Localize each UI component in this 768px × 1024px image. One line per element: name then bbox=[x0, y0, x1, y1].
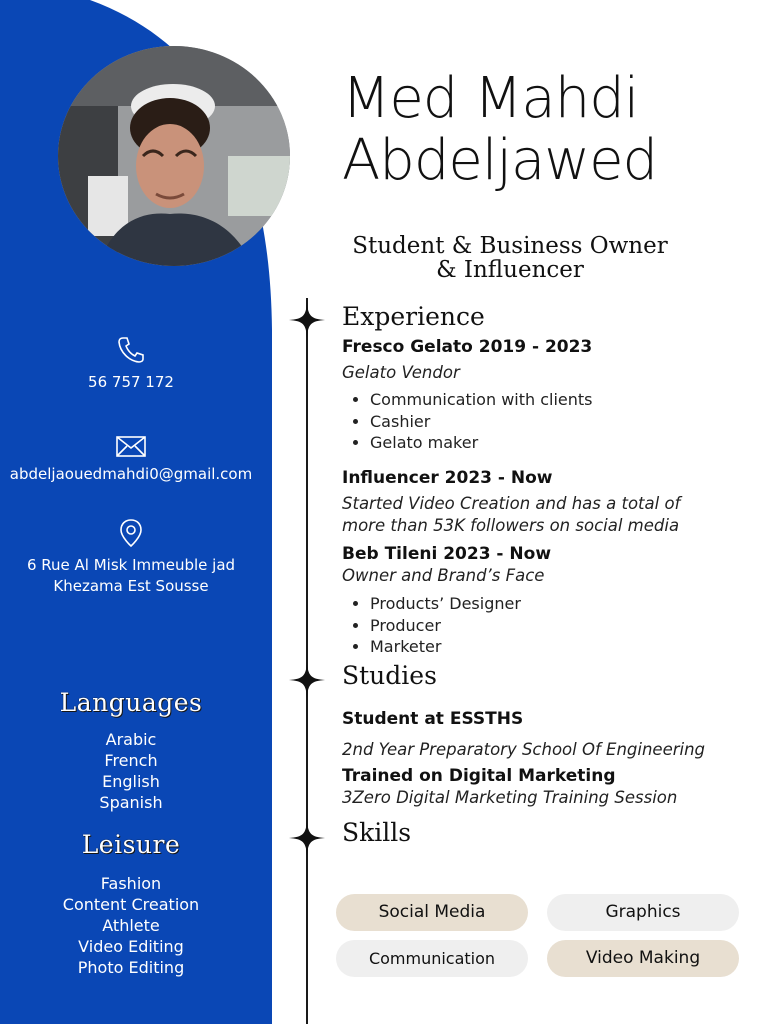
job-description-line: Started Video Creation and has a total of bbox=[342, 494, 681, 513]
contact-email[interactable]: abdeljaouedmahdi0@gmail.com bbox=[9, 465, 253, 483]
language-item: Spanish bbox=[99, 793, 163, 812]
phone-icon bbox=[115, 334, 147, 366]
languages-title: Languages bbox=[59, 688, 203, 717]
study-heading: Trained on Digital Marketing bbox=[342, 766, 616, 786]
subtitle bbox=[340, 234, 680, 282]
name-line-1: Med Mahdi bbox=[342, 66, 639, 131]
contact-phone[interactable]: 56 757 172 bbox=[88, 373, 174, 391]
job-heading: Fresco Gelato 2019 - 2023 bbox=[342, 337, 593, 357]
study-heading: Student at ESSTHS bbox=[342, 709, 524, 729]
contact-address bbox=[0, 555, 262, 597]
timeline-line bbox=[306, 298, 308, 1024]
job-heading: Influencer 2023 - Now bbox=[342, 468, 553, 488]
star-bullet-icon bbox=[289, 662, 325, 698]
star-bullet-icon bbox=[289, 820, 325, 856]
job-heading: Beb Tileni 2023 - Now bbox=[342, 544, 552, 564]
bullet-item: • Products’ Designer bbox=[370, 593, 521, 615]
job-role: Gelato Vendor bbox=[342, 363, 460, 382]
bullet-item: • Gelato maker bbox=[370, 432, 593, 454]
leisure-item: Fashion bbox=[100, 874, 162, 893]
profile-photo bbox=[58, 46, 290, 266]
skill-pill: Communication bbox=[336, 940, 528, 977]
bullet-item: • Marketer bbox=[370, 636, 521, 658]
bullet-item: • Producer bbox=[370, 615, 521, 637]
subtitle-line-1: Student & Business Owner bbox=[352, 233, 668, 259]
job-bullets bbox=[346, 389, 593, 454]
address-line-1: 6 Rue Al Misk Immeuble jad bbox=[26, 556, 236, 574]
job-bullets bbox=[346, 593, 521, 658]
experience-title: Experience bbox=[342, 302, 485, 331]
language-item: Arabic bbox=[105, 730, 157, 749]
skills-title: Skills bbox=[342, 818, 412, 847]
language-item: English bbox=[102, 772, 160, 791]
job-description bbox=[342, 493, 680, 537]
bullet-item: • Communication with clients bbox=[370, 389, 593, 411]
study-description: 2nd Year Preparatory School Of Engineering bbox=[342, 740, 706, 759]
studies-title: Studies bbox=[342, 661, 437, 690]
mail-icon bbox=[115, 430, 147, 462]
languages-list bbox=[0, 729, 262, 813]
star-bullet-icon bbox=[289, 302, 325, 338]
location-pin-icon bbox=[115, 517, 147, 549]
job-role: Owner and Brand’s Face bbox=[342, 566, 545, 585]
leisure-item: Video Editing bbox=[78, 937, 184, 956]
full-name bbox=[342, 68, 657, 192]
address-line-2: Khezama Est Sousse bbox=[53, 577, 209, 595]
skill-pill: Graphics bbox=[547, 894, 739, 931]
skill-pill: Video Making bbox=[547, 940, 739, 977]
name-line-2: Abdeljawed bbox=[342, 128, 658, 193]
study-description: 3Zero Digital Marketing Training Session bbox=[342, 788, 678, 807]
leisure-item: Athlete bbox=[102, 916, 160, 935]
leisure-item: Photo Editing bbox=[77, 958, 185, 977]
skill-pill: Social Media bbox=[336, 894, 528, 931]
leisure-title: Leisure bbox=[81, 830, 181, 859]
bullet-item: • Cashier bbox=[370, 411, 593, 433]
job-description-line: more than 53K followers on social media bbox=[342, 516, 680, 535]
subtitle-line-2: & Influencer bbox=[436, 257, 584, 283]
leisure-item: Content Creation bbox=[62, 895, 200, 914]
leisure-list bbox=[0, 873, 262, 978]
language-item: French bbox=[104, 751, 158, 770]
